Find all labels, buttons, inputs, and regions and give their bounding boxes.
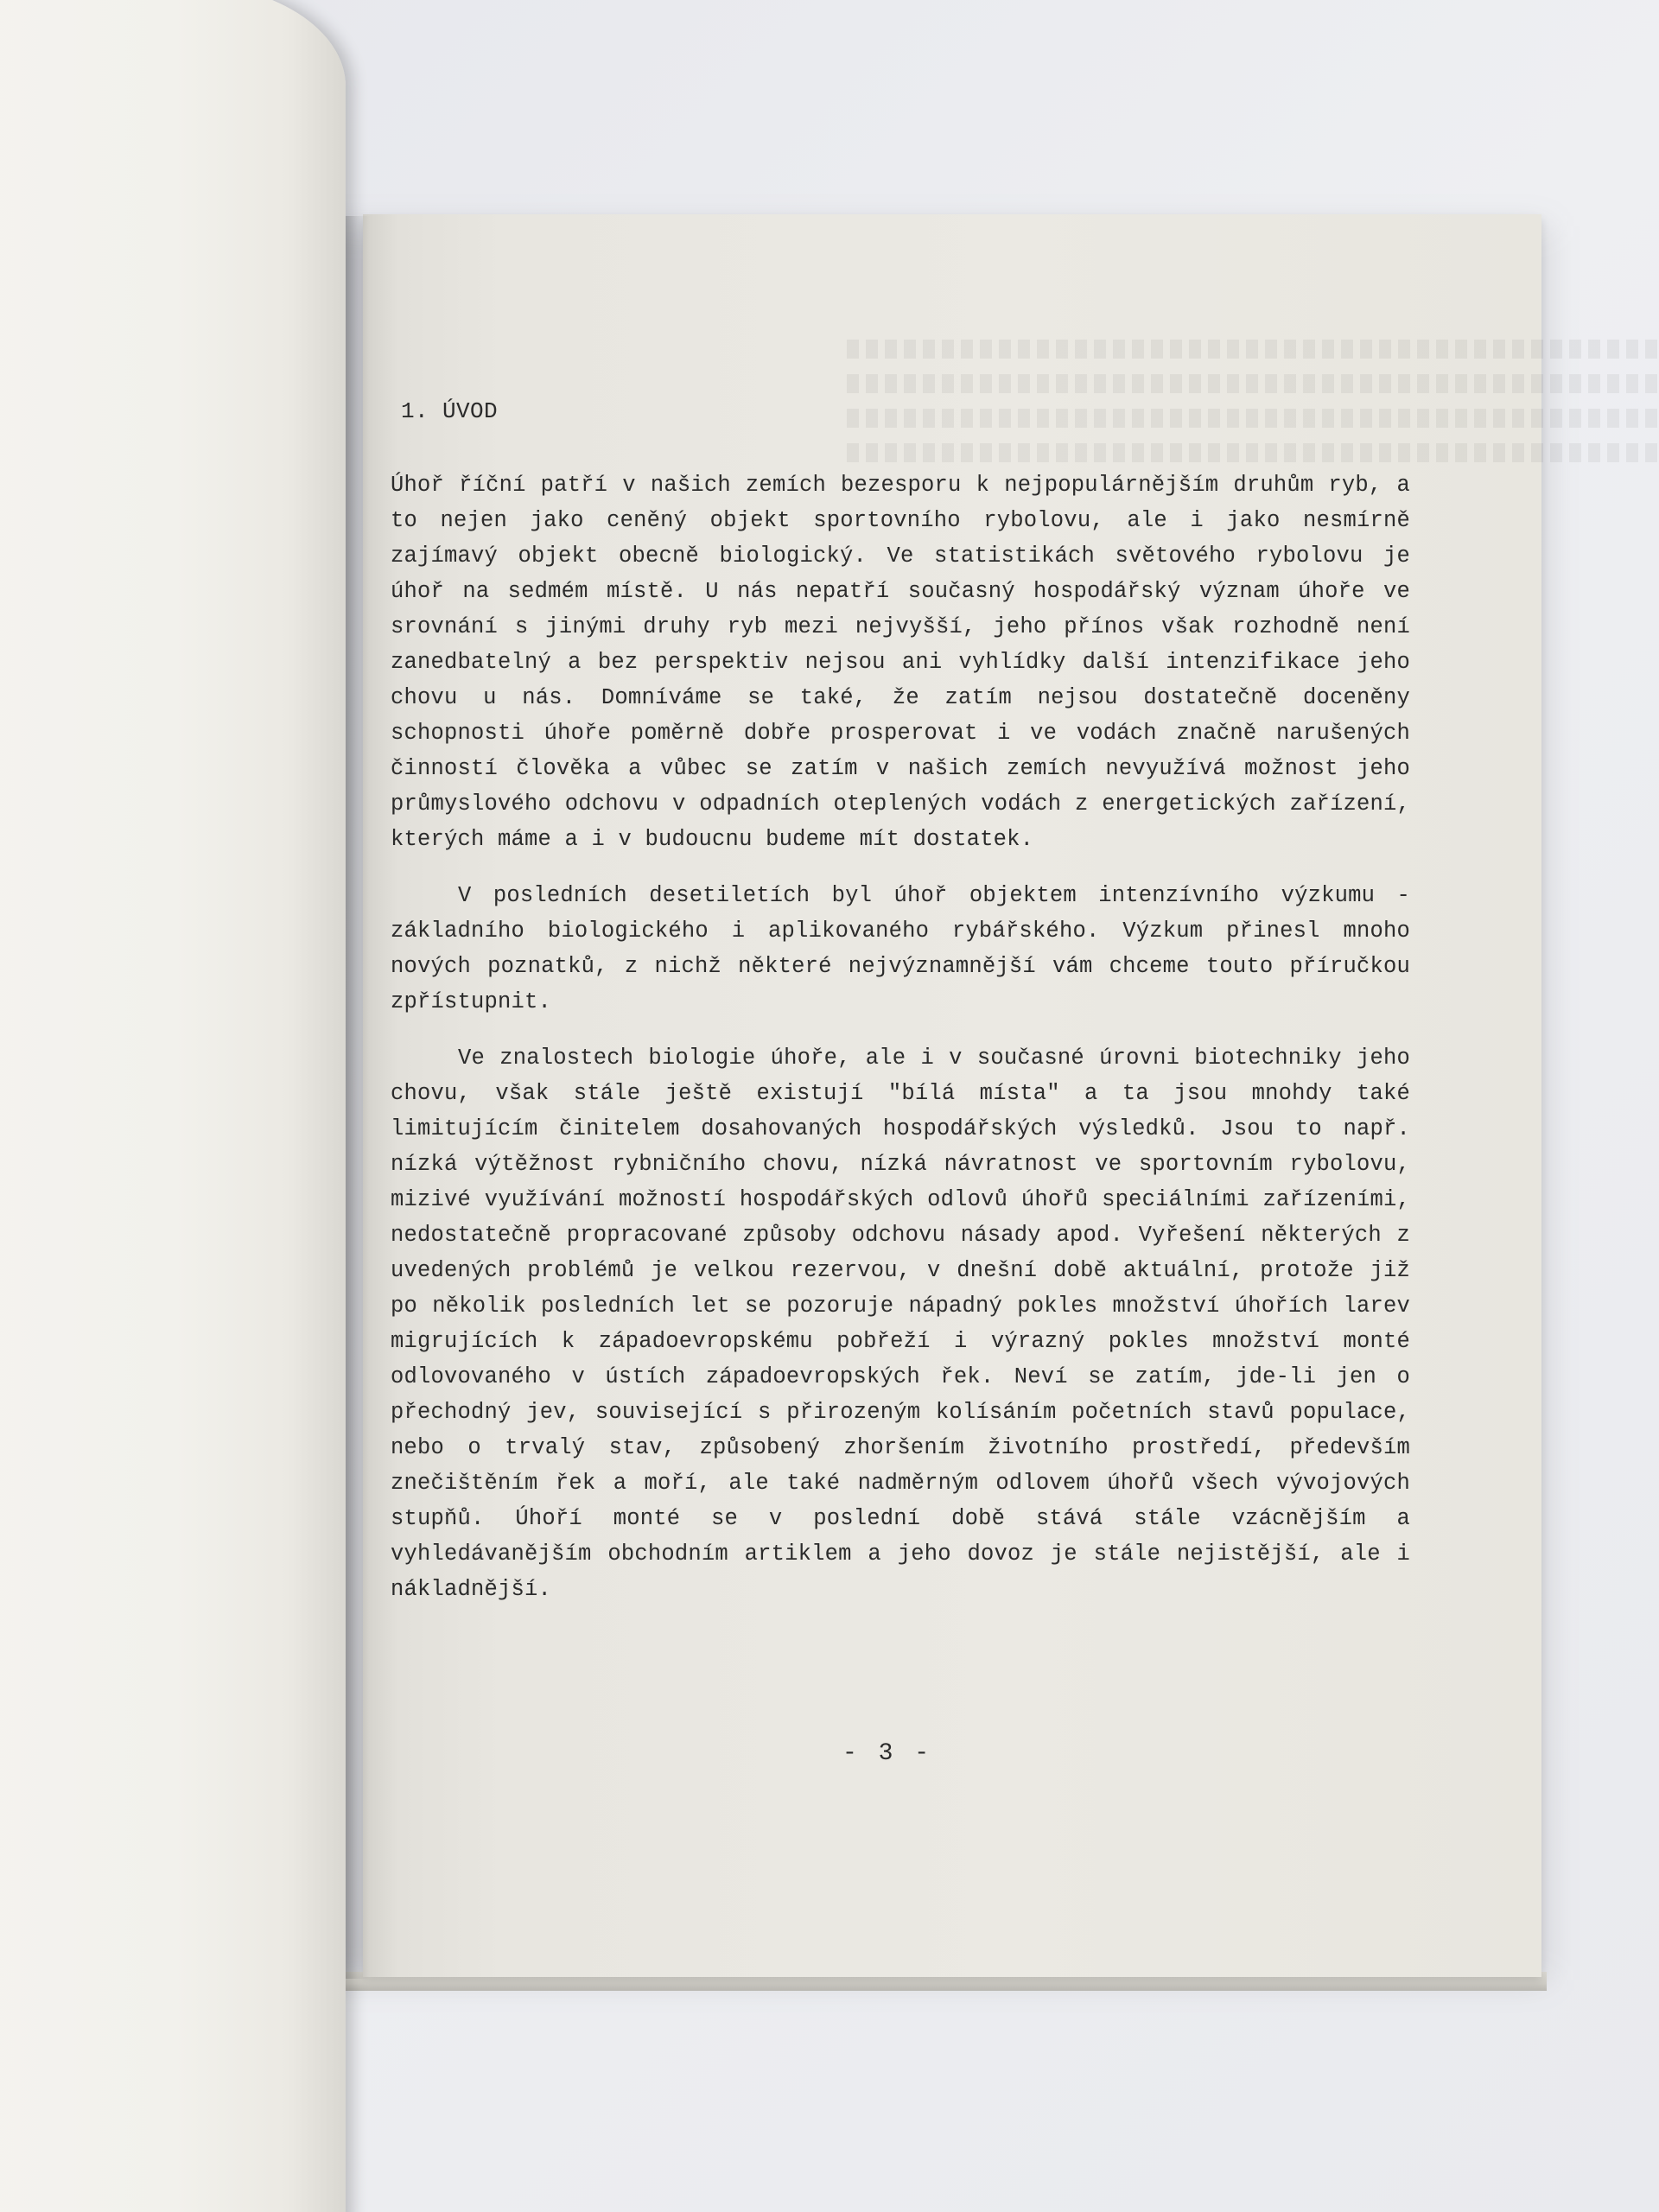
bleed-through-line: [847, 340, 1659, 359]
left-page: [0, 0, 346, 2212]
paragraph-3: Ve znalostech biologie úhoře, ale i v současné úrovni biotechniky jeho chovu, však stále ještě existují "bílá místa" a ta jsou mnohdy také limitujícím činitelem dosahovaných hospodářských výsledků. Jsou to např. nízká výtěžnost rybničního chovu, nízká návratnost ve sportovním rybolovu, mizivé využívání možností hospodářských odlovů úhořů speciálními zařízeními, nedostatečně propracované způsoby odchovu násady apod. Vyřešení některých z uvedených problémů je velkou rezervou, v dnešní době aktuální, protože již po několik posledních let se pozoruje nápadný pokles množství úhořích larev migrujících k západoevropskému pobřeží i výrazný pokles množství monté odlovovaného v ústích západoevropských řek. Neví se zatím, jde-li jen o přechodný jev, související s přirozeným kolísáním početních stavů populace, nebo o trvalý stav, způsobený zhoršením životního prostředí, především znečištěním řek a moří, ale také nadměrným odlovem úhořů všech vývojových stupňů. Úhoří monté se v poslední době stává stále vzácnějším a vyhledávanějším obchodním artiklem a jeho dovoz je stále nejistější, ale i nákladnější.: [391, 1046, 1410, 1602]
page-number: - 3 -: [842, 1740, 933, 1767]
paragraph-1: Úhoř říční patří v našich zemích bezesporu k nejpopulárnějším druhům ryb, a to nejen jako ceněný objekt sportovního rybolovu, ale i jako nesmírně zajímavý objekt obecně biologický. Ve statistikách světového rybolovu je úhoř na sedmém místě. U nás nepatří současný hospodářský význam úhoře ve srovnání s jinými druhy ryb mezi nejvyšší, jeho přínos však rozhodně není zanedbatelný a bez perspektiv nejsou ani vyhlídky další intenzifikace jeho chovu u nás. Domníváme se také, že zatím nejsou dostatečně doceněny schopnosti úhoře poměrně dobře prosperovat i ve vodách značně narušených činností člověka a vůbec se zatím v našich zemích nevyužívá možnost jeho průmyslového odchovu v odpadních oteplených vodách z energetických zařízení, kterých máme a i v budoucnu budeme mít dostatek.: [391, 473, 1410, 852]
paragraph-2: V posledních desetiletích byl úhoř objektem intenzívního výzkumu - základního biologického i aplikovaného rybářského. Výzkum přinesl mnoho nových poznatků, z nichž některé nejvýznamnější vám chceme touto příručkou zpřístupnit.: [391, 883, 1410, 1014]
bleed-through-line: [847, 374, 1659, 393]
section-heading: 1. ÚVOD: [401, 398, 499, 424]
page-text: [391, 394, 1410, 1628]
